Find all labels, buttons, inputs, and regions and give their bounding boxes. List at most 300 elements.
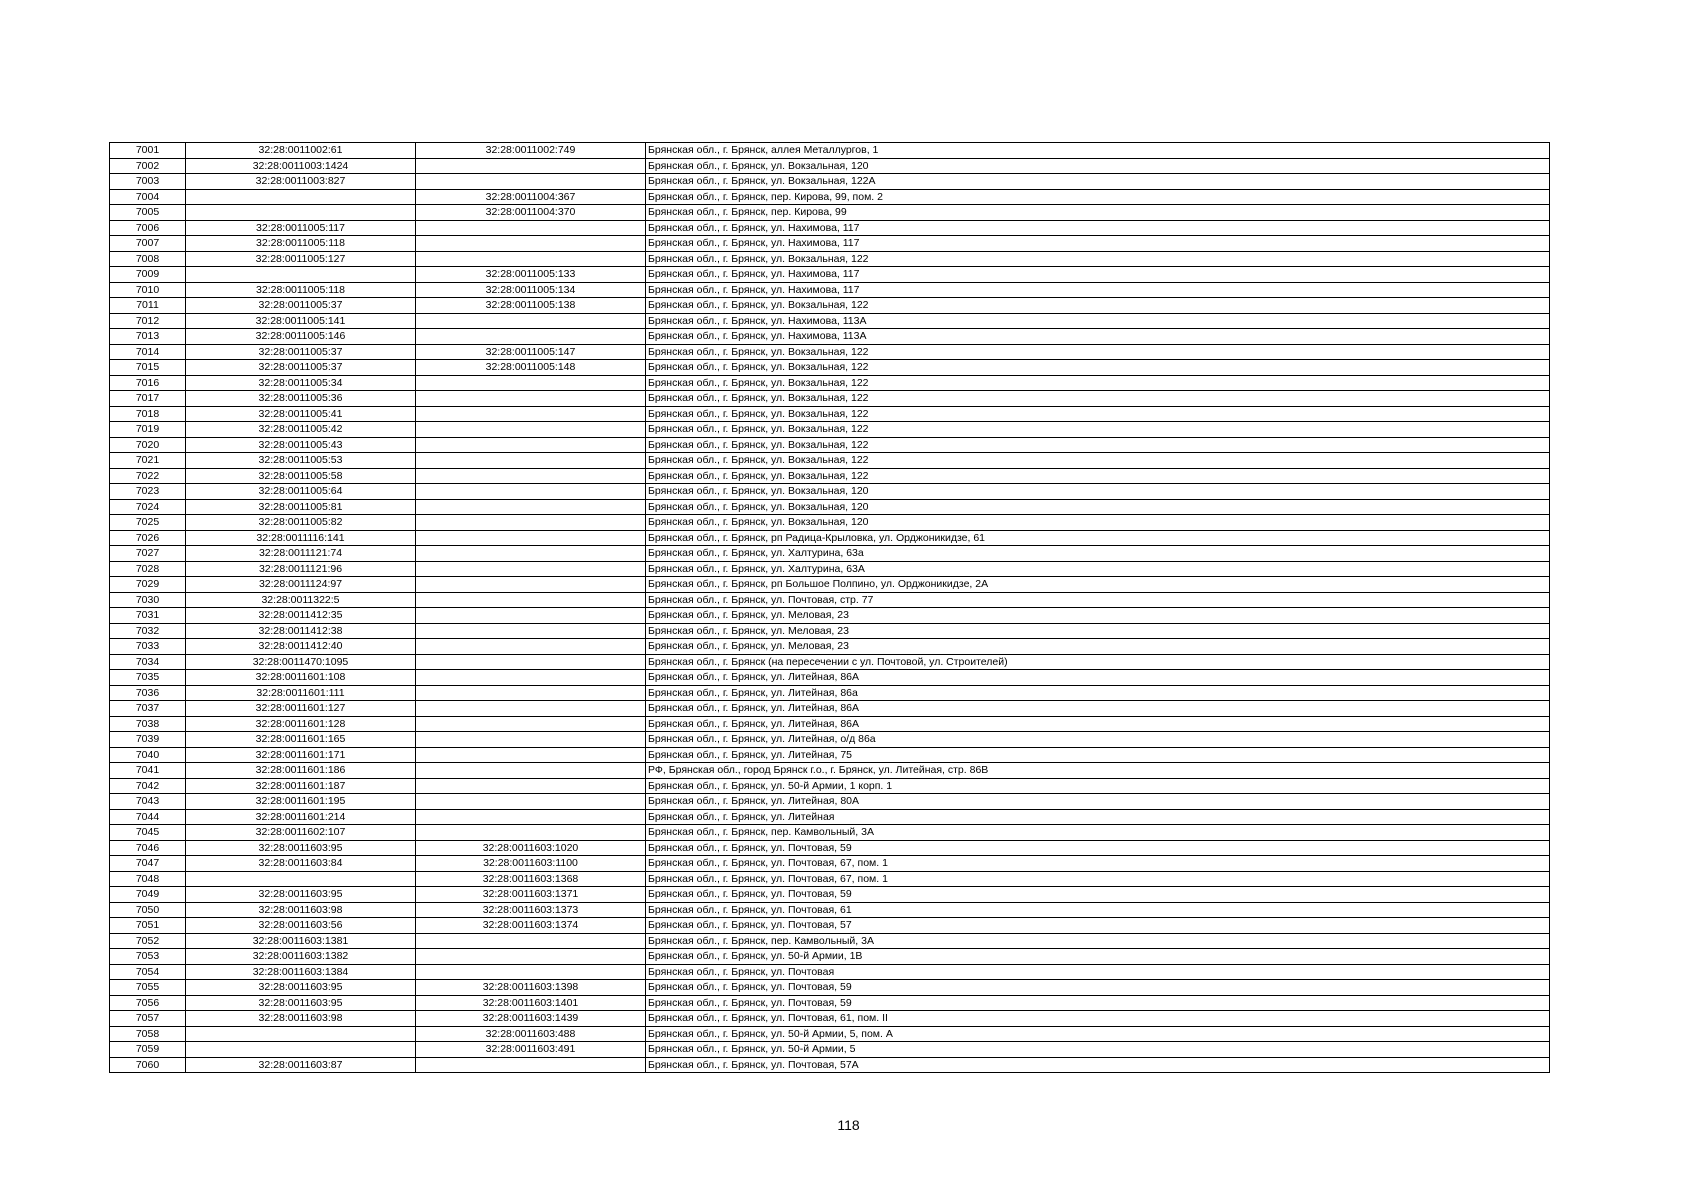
parcel-cadastral-number-cell: 32:28:0011603:95 [186, 840, 416, 856]
row-number-cell: 7048 [110, 871, 186, 887]
row-number-cell: 7019 [110, 422, 186, 438]
row-number-cell: 7035 [110, 670, 186, 686]
address-cell: Брянская обл., г. Брянск, пер. Камвольный, 3А [646, 933, 1550, 949]
row-number-cell: 7006 [110, 220, 186, 236]
table-row [110, 344, 1550, 360]
parcel-cadastral-number-cell: 32:28:0011005:58 [186, 468, 416, 484]
address-cell: Брянская обл., г. Брянск, ул. 50-й Армии, 5, пом. А [646, 1026, 1550, 1042]
table-row [110, 360, 1550, 376]
table-row [110, 375, 1550, 391]
parcel-cadastral-number-cell: 32:28:0011124:97 [186, 577, 416, 593]
table-row [110, 763, 1550, 779]
table-row [110, 313, 1550, 329]
table-row [110, 406, 1550, 422]
address-cell: Брянская обл., г. Брянск, рп Большое Полпино, ул. Орджоникидзе, 2А [646, 577, 1550, 593]
parcel-cadastral-number-cell: 32:28:0011603:1382 [186, 949, 416, 965]
address-cell: Брянская обл., г. Брянск, ул. Меловая, 23 [646, 623, 1550, 639]
object-cadastral-number-cell [416, 778, 646, 794]
address-cell: Брянская обл., г. Брянск, ул. Литейная, 86А [646, 716, 1550, 732]
address-cell: Брянская обл., г. Брянск, ул. Почтовая, 57А [646, 1057, 1550, 1073]
parcel-cadastral-number-cell: 32:28:0011412:35 [186, 608, 416, 624]
parcel-cadastral-number-cell: 32:28:0011005:43 [186, 437, 416, 453]
object-cadastral-number-cell [416, 236, 646, 252]
table-row [110, 251, 1550, 267]
address-cell: Брянская обл., г. Брянск, ул. Литейная, 86А [646, 701, 1550, 717]
row-number-cell: 7058 [110, 1026, 186, 1042]
table-row [110, 1057, 1550, 1073]
parcel-cadastral-number-cell: 32:28:0011601:128 [186, 716, 416, 732]
address-cell: Брянская обл., г. Брянск, ул. Почтовая, 59 [646, 995, 1550, 1011]
object-cadastral-number-cell [416, 251, 646, 267]
row-number-cell: 7041 [110, 763, 186, 779]
table-row [110, 918, 1550, 934]
address-cell: Брянская обл., г. Брянск, ул. Почтовая, 61, пом. II [646, 1011, 1550, 1027]
parcel-cadastral-number-cell: 32:28:0011005:53 [186, 453, 416, 469]
row-number-cell: 7005 [110, 205, 186, 221]
table-row [110, 1042, 1550, 1058]
row-number-cell: 7011 [110, 298, 186, 314]
parcel-cadastral-number-cell: 32:28:0011005:141 [186, 313, 416, 329]
address-cell: Брянская обл., г. Брянск, ул. Халтурина, 63а [646, 546, 1550, 562]
address-cell: Брянская обл., г. Брянск, ул. Халтурина, 63А [646, 561, 1550, 577]
row-number-cell: 7020 [110, 437, 186, 453]
address-cell: РФ, Брянская обл., город Брянск г.о., г. Брянск, ул. Литейная, стр. 86В [646, 763, 1550, 779]
address-cell: Брянская обл., г. Брянск, ул. Вокзальная, 122 [646, 391, 1550, 407]
table-row [110, 623, 1550, 639]
table-row [110, 561, 1550, 577]
object-cadastral-number-cell [416, 546, 646, 562]
address-cell: Брянская обл., г. Брянск, аллея Металлургов, 1 [646, 143, 1550, 159]
row-number-cell: 7018 [110, 406, 186, 422]
row-number-cell: 7027 [110, 546, 186, 562]
address-cell: Брянская обл., г. Брянск, ул. Меловая, 23 [646, 639, 1550, 655]
object-cadastral-number-cell [416, 964, 646, 980]
parcel-cadastral-number-cell: 32:28:0011005:146 [186, 329, 416, 345]
address-cell: Брянская обл., г. Брянск, пер. Камвольный, 3А [646, 825, 1550, 841]
row-number-cell: 7044 [110, 809, 186, 825]
table-row [110, 158, 1550, 174]
parcel-cadastral-number-cell: 32:28:0011005:34 [186, 375, 416, 391]
address-cell: Брянская обл., г. Брянск, ул. Почтовая, 57 [646, 918, 1550, 934]
row-number-cell: 7025 [110, 515, 186, 531]
object-cadastral-number-cell [416, 685, 646, 701]
table-row [110, 608, 1550, 624]
parcel-cadastral-number-cell: 32:28:0011005:117 [186, 220, 416, 236]
object-cadastral-number-cell: 32:28:0011005:134 [416, 282, 646, 298]
object-cadastral-number-cell [416, 933, 646, 949]
object-cadastral-number-cell [416, 484, 646, 500]
row-number-cell: 7026 [110, 530, 186, 546]
row-number-cell: 7004 [110, 189, 186, 205]
object-cadastral-number-cell: 32:28:0011004:370 [416, 205, 646, 221]
table-row [110, 499, 1550, 515]
table-row [110, 732, 1550, 748]
row-number-cell: 7043 [110, 794, 186, 810]
table-row [110, 856, 1550, 872]
parcel-cadastral-number-cell: 32:28:0011601:186 [186, 763, 416, 779]
table-row [110, 1026, 1550, 1042]
address-cell: Брянская обл., г. Брянск, ул. Литейная, о/д 86а [646, 732, 1550, 748]
parcel-cadastral-number-cell: 32:28:0011603:98 [186, 1011, 416, 1027]
row-number-cell: 7029 [110, 577, 186, 593]
object-cadastral-number-cell [416, 391, 646, 407]
row-number-cell: 7050 [110, 902, 186, 918]
row-number-cell: 7012 [110, 313, 186, 329]
address-cell: Брянская обл., г. Брянск, ул. Нахимова, 117 [646, 220, 1550, 236]
address-cell: Брянская обл., г. Брянск, ул. Вокзальная, 122 [646, 406, 1550, 422]
row-number-cell: 7060 [110, 1057, 186, 1073]
parcel-cadastral-number-cell: 32:28:0011412:38 [186, 623, 416, 639]
address-cell: Брянская обл., г. Брянск, ул. Вокзальная, 120 [646, 158, 1550, 174]
table-row [110, 825, 1550, 841]
object-cadastral-number-cell [416, 375, 646, 391]
address-cell: Брянская обл., г. Брянск, ул. Нахимова, 117 [646, 236, 1550, 252]
object-cadastral-number-cell [416, 174, 646, 190]
address-cell: Брянская обл., г. Брянск, пер. Кирова, 99, пом. 2 [646, 189, 1550, 205]
table-row [110, 515, 1550, 531]
row-number-cell: 7053 [110, 949, 186, 965]
table-row [110, 267, 1550, 283]
parcel-cadastral-number-cell: 32:28:0011603:98 [186, 902, 416, 918]
address-cell: Брянская обл., г. Брянск, ул. Вокзальная, 122А [646, 174, 1550, 190]
object-cadastral-number-cell [416, 515, 646, 531]
parcel-cadastral-number-cell: 32:28:0011601:214 [186, 809, 416, 825]
row-number-cell: 7054 [110, 964, 186, 980]
row-number-cell: 7033 [110, 639, 186, 655]
parcel-cadastral-number-cell: 32:28:0011121:74 [186, 546, 416, 562]
object-cadastral-number-cell [416, 422, 646, 438]
table-row [110, 530, 1550, 546]
object-cadastral-number-cell: 32:28:0011603:1398 [416, 980, 646, 996]
parcel-cadastral-number-cell: 32:28:0011003:1424 [186, 158, 416, 174]
object-cadastral-number-cell [416, 763, 646, 779]
object-cadastral-number-cell: 32:28:0011603:1371 [416, 887, 646, 903]
table-row [110, 205, 1550, 221]
parcel-table-body [110, 143, 1550, 1073]
address-cell: Брянская обл., г. Брянск, ул. Почтовая, 67, пом. 1 [646, 856, 1550, 872]
object-cadastral-number-cell: 32:28:0011603:1439 [416, 1011, 646, 1027]
table-row [110, 484, 1550, 500]
table-row [110, 282, 1550, 298]
row-number-cell: 7040 [110, 747, 186, 763]
parcel-cadastral-number-cell: 32:28:0011603:95 [186, 995, 416, 1011]
table-row [110, 871, 1550, 887]
address-cell: Брянская обл., г. Брянск, ул. Почтовая [646, 964, 1550, 980]
row-number-cell: 7055 [110, 980, 186, 996]
row-number-cell: 7045 [110, 825, 186, 841]
parcel-cadastral-number-cell: 32:28:0011322:5 [186, 592, 416, 608]
parcel-cadastral-number-cell: 32:28:0011005:42 [186, 422, 416, 438]
object-cadastral-number-cell: 32:28:0011005:133 [416, 267, 646, 283]
parcel-cadastral-number-cell: 32:28:0011601:187 [186, 778, 416, 794]
row-number-cell: 7022 [110, 468, 186, 484]
row-number-cell: 7042 [110, 778, 186, 794]
parcel-cadastral-number-cell: 32:28:0011601:165 [186, 732, 416, 748]
address-cell: Брянская обл., г. Брянск, ул. Нахимова, 117 [646, 282, 1550, 298]
parcel-cadastral-number-cell [186, 267, 416, 283]
row-number-cell: 7031 [110, 608, 186, 624]
table-row [110, 840, 1550, 856]
address-cell: Брянская обл., г. Брянск, ул. Вокзальная, 122 [646, 344, 1550, 360]
row-number-cell: 7009 [110, 267, 186, 283]
parcel-cadastral-number-cell: 32:28:0011005:37 [186, 298, 416, 314]
object-cadastral-number-cell [416, 499, 646, 515]
parcel-cadastral-number-cell: 32:28:0011603:1384 [186, 964, 416, 980]
row-number-cell: 7001 [110, 143, 186, 159]
row-number-cell: 7049 [110, 887, 186, 903]
object-cadastral-number-cell: 32:28:0011603:491 [416, 1042, 646, 1058]
address-cell: Брянская обл., г. Брянск (на пересечении с ул. Почтовой, ул. Строителей) [646, 654, 1550, 670]
object-cadastral-number-cell [416, 623, 646, 639]
table-row [110, 902, 1550, 918]
parcel-cadastral-number-cell [186, 871, 416, 887]
object-cadastral-number-cell: 32:28:0011603:1368 [416, 871, 646, 887]
row-number-cell: 7034 [110, 654, 186, 670]
address-cell: Брянская обл., г. Брянск, рп Радица-Крыловка, ул. Орджоникидзе, 61 [646, 530, 1550, 546]
row-number-cell: 7003 [110, 174, 186, 190]
table-row [110, 236, 1550, 252]
parcel-cadastral-number-cell: 32:28:0011005:118 [186, 236, 416, 252]
object-cadastral-number-cell [416, 437, 646, 453]
object-cadastral-number-cell: 32:28:0011005:148 [416, 360, 646, 376]
parcel-cadastral-number-cell: 32:28:0011005:118 [186, 282, 416, 298]
parcel-cadastral-number-cell: 32:28:0011005:37 [186, 360, 416, 376]
object-cadastral-number-cell [416, 592, 646, 608]
parcel-cadastral-number-cell: 32:28:0011601:111 [186, 685, 416, 701]
table-row [110, 639, 1550, 655]
parcel-cadastral-number-cell: 32:28:0011470:1095 [186, 654, 416, 670]
row-number-cell: 7028 [110, 561, 186, 577]
address-cell: Брянская обл., г. Брянск, ул. Почтовая, 67, пом. 1 [646, 871, 1550, 887]
object-cadastral-number-cell: 32:28:0011603:488 [416, 1026, 646, 1042]
parcel-cadastral-number-cell: 32:28:0011002:61 [186, 143, 416, 159]
parcel-cadastral-number-cell: 32:28:0011005:64 [186, 484, 416, 500]
table-row [110, 933, 1550, 949]
address-cell: Брянская обл., г. Брянск, ул. Нахимова, 113А [646, 313, 1550, 329]
object-cadastral-number-cell [416, 809, 646, 825]
table-row [110, 980, 1550, 996]
object-cadastral-number-cell [416, 158, 646, 174]
row-number-cell: 7024 [110, 499, 186, 515]
row-number-cell: 7059 [110, 1042, 186, 1058]
address-cell: Брянская обл., г. Брянск, ул. Вокзальная, 122 [646, 375, 1550, 391]
parcel-cadastral-number-cell: 32:28:0011602:107 [186, 825, 416, 841]
table-row [110, 949, 1550, 965]
address-cell: Брянская обл., г. Брянск, ул. Почтовая, 61 [646, 902, 1550, 918]
row-number-cell: 7056 [110, 995, 186, 1011]
parcel-cadastral-number-cell: 32:28:0011601:171 [186, 747, 416, 763]
row-number-cell: 7030 [110, 592, 186, 608]
object-cadastral-number-cell: 32:28:0011005:147 [416, 344, 646, 360]
address-cell: Брянская обл., г. Брянск, ул. 50-й Армии, 1В [646, 949, 1550, 965]
table-row [110, 174, 1550, 190]
row-number-cell: 7051 [110, 918, 186, 934]
object-cadastral-number-cell [416, 716, 646, 732]
row-number-cell: 7013 [110, 329, 186, 345]
object-cadastral-number-cell: 32:28:0011603:1401 [416, 995, 646, 1011]
address-cell: Брянская обл., г. Брянск, ул. Вокзальная, 122 [646, 468, 1550, 484]
object-cadastral-number-cell: 32:28:0011004:367 [416, 189, 646, 205]
object-cadastral-number-cell [416, 329, 646, 345]
address-cell: Брянская обл., г. Брянск, ул. Вокзальная, 120 [646, 484, 1550, 500]
object-cadastral-number-cell [416, 468, 646, 484]
row-number-cell: 7002 [110, 158, 186, 174]
parcel-cadastral-number-cell: 32:28:0011121:96 [186, 561, 416, 577]
table-row [110, 716, 1550, 732]
parcel-cadastral-number-cell [186, 1026, 416, 1042]
row-number-cell: 7037 [110, 701, 186, 717]
table-row [110, 670, 1550, 686]
address-cell: Брянская обл., г. Брянск, ул. Литейная [646, 809, 1550, 825]
row-number-cell: 7021 [110, 453, 186, 469]
parcel-cadastral-number-cell: 32:28:0011601:127 [186, 701, 416, 717]
table-row [110, 577, 1550, 593]
table-row [110, 995, 1550, 1011]
table-row [110, 778, 1550, 794]
table-row [110, 220, 1550, 236]
object-cadastral-number-cell: 32:28:0011603:1020 [416, 840, 646, 856]
parcel-cadastral-number-cell [186, 205, 416, 221]
object-cadastral-number-cell [416, 639, 646, 655]
address-cell: Брянская обл., г. Брянск, ул. Почтовая, 59 [646, 980, 1550, 996]
parcel-cadastral-number-cell: 32:28:0011603:56 [186, 918, 416, 934]
object-cadastral-number-cell [416, 530, 646, 546]
table-row [110, 437, 1550, 453]
object-cadastral-number-cell: 32:28:0011603:1373 [416, 902, 646, 918]
object-cadastral-number-cell: 32:28:0011005:138 [416, 298, 646, 314]
row-number-cell: 7008 [110, 251, 186, 267]
table-row [110, 747, 1550, 763]
row-number-cell: 7010 [110, 282, 186, 298]
table-row [110, 654, 1550, 670]
parcel-cadastral-number-cell: 32:28:0011601:108 [186, 670, 416, 686]
address-cell: Брянская обл., г. Брянск, ул. Вокзальная, 122 [646, 298, 1550, 314]
address-cell: Брянская обл., г. Брянск, ул. Меловая, 23 [646, 608, 1550, 624]
row-number-cell: 7046 [110, 840, 186, 856]
table-row [110, 1011, 1550, 1027]
parcel-cadastral-number-cell: 32:28:0011116:141 [186, 530, 416, 546]
parcel-cadastral-number-cell: 32:28:0011005:82 [186, 515, 416, 531]
address-cell: Брянская обл., г. Брянск, ул. Нахимова, 113А [646, 329, 1550, 345]
row-number-cell: 7014 [110, 344, 186, 360]
address-cell: Брянская обл., г. Брянск, ул. Вокзальная, 120 [646, 515, 1550, 531]
parcel-cadastral-number-cell: 32:28:0011003:827 [186, 174, 416, 190]
object-cadastral-number-cell [416, 406, 646, 422]
object-cadastral-number-cell [416, 313, 646, 329]
address-cell: Брянская обл., г. Брянск, ул. Почтовая, 59 [646, 840, 1550, 856]
address-cell: Брянская обл., г. Брянск, ул. 50-й Армии, 5 [646, 1042, 1550, 1058]
address-cell: Брянская обл., г. Брянск, ул. Вокзальная, 122 [646, 437, 1550, 453]
table-row [110, 701, 1550, 717]
table-row [110, 964, 1550, 980]
table-row [110, 887, 1550, 903]
parcel-cadastral-number-cell: 32:28:0011005:36 [186, 391, 416, 407]
object-cadastral-number-cell [416, 670, 646, 686]
row-number-cell: 7017 [110, 391, 186, 407]
address-cell: Брянская обл., г. Брянск, ул. Вокзальная, 122 [646, 360, 1550, 376]
address-cell: Брянская обл., г. Брянск, ул. Вокзальная, 122 [646, 251, 1550, 267]
row-number-cell: 7039 [110, 732, 186, 748]
parcel-cadastral-number-cell: 32:28:0011005:37 [186, 344, 416, 360]
object-cadastral-number-cell: 32:28:0011603:1374 [416, 918, 646, 934]
parcel-cadastral-number-cell: 32:28:0011412:40 [186, 639, 416, 655]
table-row [110, 391, 1550, 407]
table-row [110, 422, 1550, 438]
table-row [110, 189, 1550, 205]
row-number-cell: 7057 [110, 1011, 186, 1027]
address-cell: Брянская обл., г. Брянск, ул. Литейная, 86А [646, 670, 1550, 686]
table-row [110, 794, 1550, 810]
parcel-cadastral-number-cell: 32:28:0011603:87 [186, 1057, 416, 1073]
table-row [110, 329, 1550, 345]
address-cell: Брянская обл., г. Брянск, ул. Вокзальная, 120 [646, 499, 1550, 515]
parcel-cadastral-number-cell: 32:28:0011005:41 [186, 406, 416, 422]
row-number-cell: 7015 [110, 360, 186, 376]
row-number-cell: 7016 [110, 375, 186, 391]
table-row [110, 468, 1550, 484]
parcel-cadastral-number-cell: 32:28:0011005:81 [186, 499, 416, 515]
address-cell: Брянская обл., г. Брянск, ул. Литейная, 80А [646, 794, 1550, 810]
parcel-cadastral-number-cell: 32:28:0011603:95 [186, 980, 416, 996]
object-cadastral-number-cell [416, 1057, 646, 1073]
parcel-cadastral-number-cell [186, 189, 416, 205]
parcel-cadastral-number-cell: 32:28:0011603:95 [186, 887, 416, 903]
row-number-cell: 7032 [110, 623, 186, 639]
address-cell: Брянская обл., г. Брянск, ул. Литейная, 75 [646, 747, 1550, 763]
object-cadastral-number-cell [416, 747, 646, 763]
parcel-cadastral-number-cell: 32:28:0011005:127 [186, 251, 416, 267]
row-number-cell: 7007 [110, 236, 186, 252]
table-row [110, 592, 1550, 608]
table-row [110, 546, 1550, 562]
table-row [110, 685, 1550, 701]
address-cell: Брянская обл., г. Брянск, ул. Нахимова, 117 [646, 267, 1550, 283]
row-number-cell: 7052 [110, 933, 186, 949]
parcel-cadastral-number-cell: 32:28:0011603:1381 [186, 933, 416, 949]
address-cell: Брянская обл., г. Брянск, ул. Почтовая, стр. 77 [646, 592, 1550, 608]
object-cadastral-number-cell [416, 608, 646, 624]
object-cadastral-number-cell [416, 701, 646, 717]
address-cell: Брянская обл., г. Брянск, ул. Почтовая, 59 [646, 887, 1550, 903]
object-cadastral-number-cell [416, 453, 646, 469]
address-cell: Брянская обл., г. Брянск, ул. Вокзальная, 122 [646, 453, 1550, 469]
address-cell: Брянская обл., г. Брянск, ул. Вокзальная, 122 [646, 422, 1550, 438]
object-cadastral-number-cell [416, 561, 646, 577]
parcel-cadastral-number-cell: 32:28:0011601:195 [186, 794, 416, 810]
parcel-table [109, 142, 1550, 1073]
table-row [110, 809, 1550, 825]
table-row [110, 298, 1550, 314]
parcel-cadastral-number-cell [186, 1042, 416, 1058]
object-cadastral-number-cell: 32:28:0011002:749 [416, 143, 646, 159]
object-cadastral-number-cell [416, 825, 646, 841]
address-cell: Брянская обл., г. Брянск, ул. 50-й Армии, 1 корп. 1 [646, 778, 1550, 794]
object-cadastral-number-cell [416, 577, 646, 593]
row-number-cell: 7038 [110, 716, 186, 732]
object-cadastral-number-cell [416, 220, 646, 236]
table-row [110, 453, 1550, 469]
address-cell: Брянская обл., г. Брянск, ул. Литейная, 86а [646, 685, 1550, 701]
object-cadastral-number-cell [416, 949, 646, 965]
address-cell: Брянская обл., г. Брянск, пер. Кирова, 99 [646, 205, 1550, 221]
table-row [110, 143, 1550, 159]
row-number-cell: 7047 [110, 856, 186, 872]
object-cadastral-number-cell [416, 654, 646, 670]
row-number-cell: 7036 [110, 685, 186, 701]
object-cadastral-number-cell: 32:28:0011603:1100 [416, 856, 646, 872]
page-number: 118 [837, 1117, 860, 1133]
object-cadastral-number-cell [416, 794, 646, 810]
